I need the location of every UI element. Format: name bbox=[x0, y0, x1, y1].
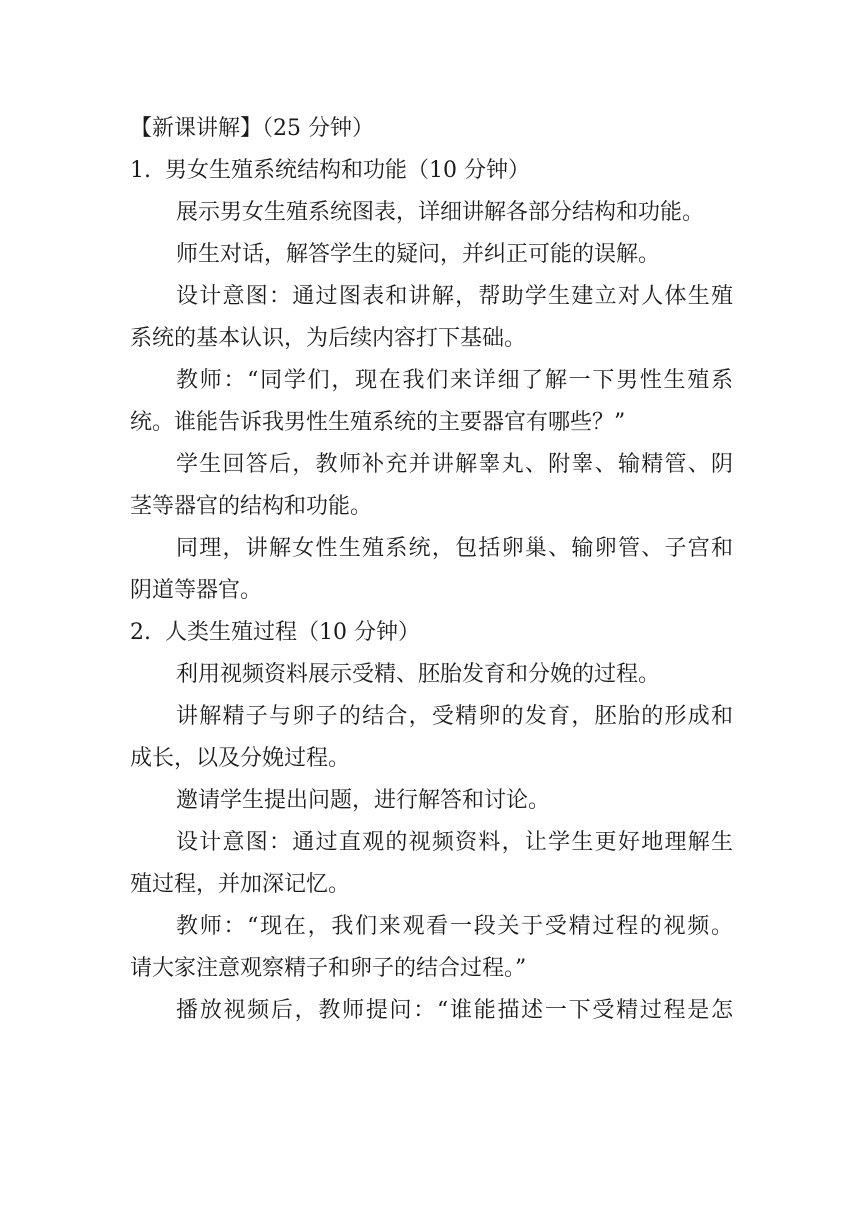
paragraph-line: 设计意图：通过直观的视频资料，让学生更好地理解生 bbox=[176, 830, 733, 855]
paragraph-line: 成长，以及分娩过程。 bbox=[130, 746, 351, 771]
paragraph-line: 请大家注意观察精子和卵子的结合过程。” bbox=[130, 956, 527, 981]
paragraph-line: 茎等器官的结构和功能。 bbox=[130, 494, 373, 519]
paragraph-line: 播放视频后，教师提问：“谁能描述一下受精过程是怎 bbox=[176, 998, 733, 1023]
paragraph-line: 师生对话，解答学生的疑问，并纠正可能的误解。 bbox=[176, 242, 661, 267]
subsection-heading: 2. 人类生殖过程（10 分钟） bbox=[130, 620, 420, 645]
paragraph-line: 同理，讲解女性生殖系统，包括卵巢、输卵管、子宫和 bbox=[176, 536, 733, 561]
section-heading: 【新课讲解】（25 分钟） bbox=[130, 116, 374, 141]
paragraph-line: 系统的基本认识，为后续内容打下基础。 bbox=[130, 326, 527, 351]
paragraph-line: 教师：“现在，我们来观看一段关于受精过程的视频。 bbox=[176, 914, 733, 939]
paragraph-line: 殖过程，并加深记忆。 bbox=[130, 872, 351, 897]
subsection-heading: 1. 男女生殖系统结构和功能（10 分钟） bbox=[130, 158, 530, 183]
paragraph-line: 讲解精子与卵子的结合，受精卵的发育，胚胎的形成和 bbox=[176, 704, 733, 729]
paragraph-line: 教师：“同学们，现在我们来详细了解一下男性生殖系 bbox=[176, 368, 733, 393]
paragraph-line: 展示男女生殖系统图表，详细讲解各部分结构和功能。 bbox=[176, 200, 705, 225]
paragraph-line: 邀请学生提出问题，进行解答和讨论。 bbox=[176, 788, 551, 813]
paragraph-line: 利用视频资料展示受精、胚胎发育和分娩的过程。 bbox=[176, 662, 661, 687]
paragraph-line: 阴道等器官。 bbox=[130, 578, 263, 603]
document-page bbox=[130, 108, 733, 1032]
paragraph-line: 统。谁能告诉我男性生殖系统的主要器官有哪些？” bbox=[130, 410, 626, 435]
paragraph-line: 设计意图：通过图表和讲解，帮助学生建立对人体生殖 bbox=[176, 284, 733, 309]
paragraph-line: 学生回答后，教师补充并讲解睾丸、附睾、输精管、阴 bbox=[176, 452, 733, 477]
